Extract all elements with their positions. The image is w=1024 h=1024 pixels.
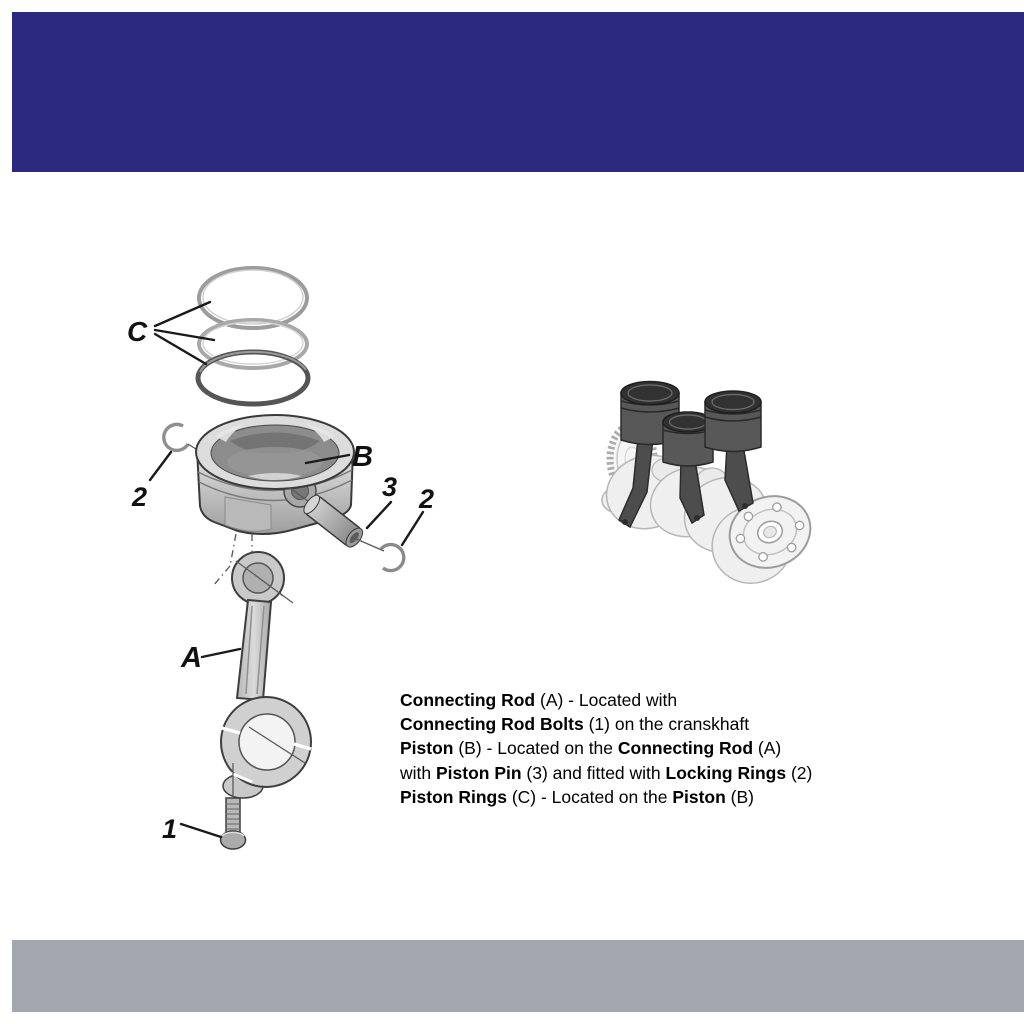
description-segment: Piston xyxy=(672,786,726,807)
description-segment: (A) xyxy=(753,738,782,759)
description-line xyxy=(400,761,900,785)
callout-b: B xyxy=(352,441,373,473)
callout-2-left: 2 xyxy=(132,482,148,512)
description-line xyxy=(400,712,900,736)
callout-1: 1 xyxy=(162,814,178,844)
description-segment: Connecting Rod xyxy=(400,690,536,710)
assembly-piston-3 xyxy=(705,391,761,452)
description-segment: Connecting Rod Bolts xyxy=(400,714,584,735)
piston-rings xyxy=(198,268,308,404)
description-segment: (2) xyxy=(786,762,813,783)
parts-description xyxy=(400,688,900,809)
description-segment: Locking Rings xyxy=(665,762,787,783)
callout-2-right: 2 xyxy=(419,484,435,514)
rod-bolt xyxy=(221,798,246,849)
description-line xyxy=(400,736,900,760)
description-segment: (3) and fitted with xyxy=(521,762,666,783)
description-segment: (A) - Located with xyxy=(535,690,678,710)
connecting-rod xyxy=(221,552,311,798)
description-segment: Connecting Rod xyxy=(617,738,754,759)
callout-c: C xyxy=(127,316,148,347)
description-segment: Piston Rings xyxy=(400,786,507,807)
crankshaft-assembly xyxy=(597,382,821,594)
description-segment: (1) on the cranskhaft xyxy=(583,714,750,735)
description-segment: (B) xyxy=(725,786,755,807)
description-line xyxy=(400,785,900,809)
description-segment: Piston xyxy=(400,738,454,759)
description-segment: Piston Pin xyxy=(435,762,522,783)
description-segment: (B) - Located on the xyxy=(453,738,618,759)
callout-3: 3 xyxy=(382,472,398,502)
locking-ring-left xyxy=(164,424,188,450)
description-segment: (C) - Located on the xyxy=(506,786,673,807)
description-line xyxy=(400,688,900,712)
description-segment: with xyxy=(400,762,436,783)
callout-a: A xyxy=(181,642,202,674)
locking-ring-right xyxy=(381,545,404,571)
